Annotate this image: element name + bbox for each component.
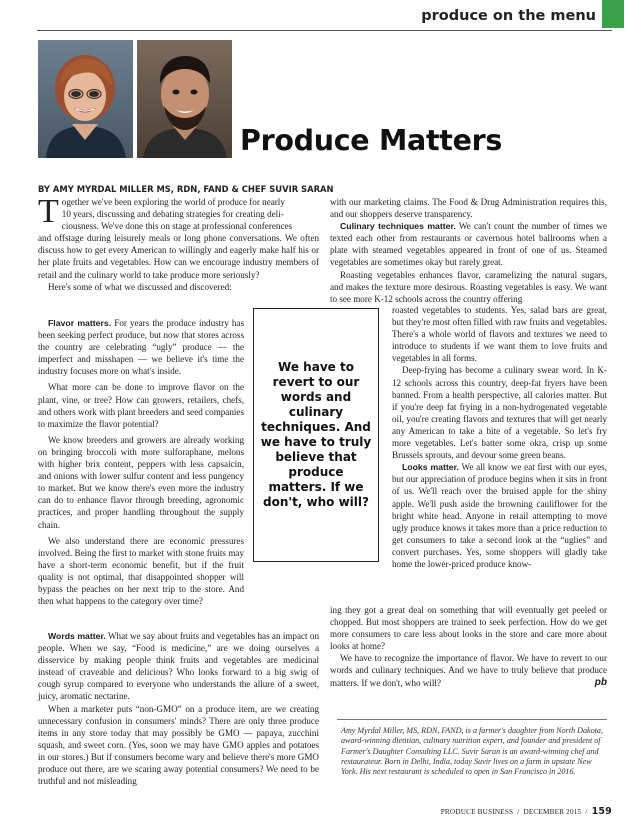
column-2-bottom	[330, 604, 607, 689]
words-lead: Words matter.	[48, 631, 106, 641]
intro-line-3: ciousness. We've done this on stage at professional conferences	[61, 221, 293, 232]
column-1-bottom	[38, 630, 319, 787]
chef-photo	[137, 40, 232, 158]
page-footer	[441, 806, 612, 817]
closing-paragraph	[330, 652, 607, 688]
looks-continued: ing they got a great deal on something that will eventually get peeled or chopped. But most shoppers are trained to seek perfection. How do we get more consumers to care less about looks in the store and care more about looks at home?	[330, 605, 607, 652]
gmo-paragraph: When a marketer puts “non-GMO” on a produce item, are we creating unnecessary confusion in consumers' minds? There are only three produce items in any store today that may possibly be GMO — papaya, zucchini squash, and sweet corn. (Yes, soon we may have GMO apples and potatoes in our stores.) But if consumers become wary and believe there's more GMO produce out there, are we scaring away potential consumers? We need to be truthful and not misleading	[38, 703, 319, 787]
intro-paragraph	[38, 193, 319, 281]
pull-quote-text: We have to revert to our words and culinary techniques. And we have to truly believe that produce matters. If we don't, who will?	[260, 360, 372, 509]
section-label: produce on the menu	[421, 8, 596, 24]
flavor-paragraph	[38, 317, 244, 377]
author-bio: Amy Myrdal Miller, MS, RDN, FAND, is a farmer's daughter from North Dakota, award-winning dietitian, culinary nutrition expert, and founder and president of Farmer's Daughter Consulting LLC. Suvir Saran is an award-winning chef and restaurateur. Born in Delhi, India, today Suvir lives on a farm in upstate New York. His next restaurant is scheduled to open in San Francisco in 2016.	[341, 726, 603, 777]
economics-paragraph: We also understand there are economic pressures involved. Being the first to market with stone fruits may have a short-term economic benefit, but if the fruit quality is not optimal, that disappointed shopper will bypass the peaches on her next trip to the store. And then what happens to the category over time?	[38, 535, 244, 607]
article-title: Produce Matters	[240, 124, 503, 157]
flavor-question-paragraph: What more can be done to improve flavor on the plant, vine, or tree? How can growers, retailers, chefs, and others work with plant breeders and seed companies to maximize the flavor potential?	[38, 382, 244, 429]
section-accent-tab	[602, 0, 624, 28]
pull-quote-box	[253, 308, 379, 562]
column-1-narrow	[38, 317, 244, 607]
author-photo	[38, 40, 133, 158]
looks-body: We all know we eat first with our eyes, but our appreciation of produce begins when it sits in front of us. We'll reach over the bruised apple for the shiny apple. We'll push aside the browning cauliflower for the bright white head. Anyone in retail attempting to move ugly produce knows it takes more than a price reduction to get consumers to take a second look at the “uglies” and convert purchases. Yes, some shoppers will gladly take home the lower-priced produce know-	[392, 462, 607, 569]
drop-cap: T	[38, 193, 59, 230]
chef-portrait-man-image	[137, 40, 232, 158]
deep-frying-paragraph: Deep-frying has become a culinary swear word. In K-12 schools across this country, deep-fat fryers have been banned. From a health perspective, all calories matter. But if you're deep fat frying in a non-hydrogenated vegetable oil, you're creating flavors and textures that will get nearly any American to take a bite of a vegetable. So let's fry more vegetables. Let's batter some okra, crisp up some Brussels sprouts, and devour some green beans.	[392, 365, 607, 461]
words-body: What we say about fruits and vegetables has an impact on people. When we say, “Food is medicine,” are we doing ourselves a disservice by making people think fruits and vegetables are medicinal instead of craveable and delicious? Who looks forward to a big swig of cough syrup compared to everyone who understands the allure of a sweet, juicy, aromatic nectarine.	[38, 631, 319, 702]
flavor-body: For years the produce industry has been seeking perfect produce, but now that stores across the country are celebrating “ugly” produce — the imperfect and misshapen — we believe it's time the industry focuses more on what's inside.	[38, 318, 244, 377]
intro-line-1: ogether we've been exploring the world of produce for nearly	[61, 197, 285, 207]
signoff-mark: pb	[594, 676, 607, 688]
breeders-paragraph: We know breeders and growers are already working on bringing broccoli with more sulforaphane, melons with higher brix content, peppers with less capsaicin, and onions with lower sulfur content and less pungency to market. But we know there's even more the industry can do to enhance flavor through breeding, agronomic practices, and proper handling throughout the supply chain.	[38, 434, 244, 530]
column-2-narrow	[392, 304, 607, 570]
intro-line-2: 10 years, discussing and debating strategies for creating deli-	[61, 209, 284, 220]
culinary-body: We can't count the number of times we texted each other from restaurants or cavernous hotel ballrooms when a plate with steamed vegetables appeared in front of one of us. Steamed vegetables are sometimes okay but rarely great.	[330, 221, 608, 268]
discussion-paragraph: Here's some of what we discussed and discovered:	[48, 281, 232, 292]
looks-lead: Looks matter.	[402, 462, 459, 473]
footer-separator: /	[517, 808, 520, 816]
culinary-paragraph	[330, 220, 607, 268]
footer-issue: DECEMBER 2015	[523, 808, 582, 816]
column-1-top	[38, 193, 319, 293]
column-2-top	[330, 196, 607, 305]
author-portrait-woman-image	[38, 40, 133, 158]
bio-divider	[337, 719, 607, 720]
transparency-paragraph: with our marketing claims. The Food & Drug Administration requires this, and our shoppers deserve transparency.	[330, 197, 607, 220]
article-byline: BY AMY MYRDAL MILLER MS, RDN, FAND & CHEF SUVIR SARAN	[38, 184, 334, 194]
intro-rest: and offstage during leisurely meals or long phone conversations. We often discuss how to get every American to willingly and eagerly make half his or her plate fruits and vegetables. How can we encourage industry members of retail and the culinary world to take produce more seriously?	[38, 233, 319, 280]
page-number: 159	[591, 806, 612, 817]
header-rule	[37, 30, 612, 31]
roasting-paragraph: Roasting vegetables enhances flavor, caramelizing the natural sugars, and makes the texture more desirous. Roasting vegetables is easy. We want to see more K-12 schools across the country offering	[330, 269, 607, 304]
words-paragraph	[38, 630, 319, 703]
roasting-continued: roasted vegetables to students. Yes, salad bars are great, but they're most often filled with raw fruits and vegetables. There's a whole world of flavors and textures we need to introduce to students if we want them to love fruits and vegetables in all forms.	[392, 305, 607, 364]
flavor-lead: Flavor matters.	[48, 318, 112, 328]
closing-body: We have to recognize the importance of flavor. We have to revert to our words and culinary techniques. And we have to truly believe that produce matters. If we don't, who will?	[330, 653, 607, 688]
footer-publication: PRODUCE BUSINESS	[440, 808, 514, 816]
footer-separator-2: /	[585, 808, 588, 816]
looks-paragraph	[392, 461, 607, 570]
culinary-lead: Culinary techniques matter.	[340, 221, 456, 232]
